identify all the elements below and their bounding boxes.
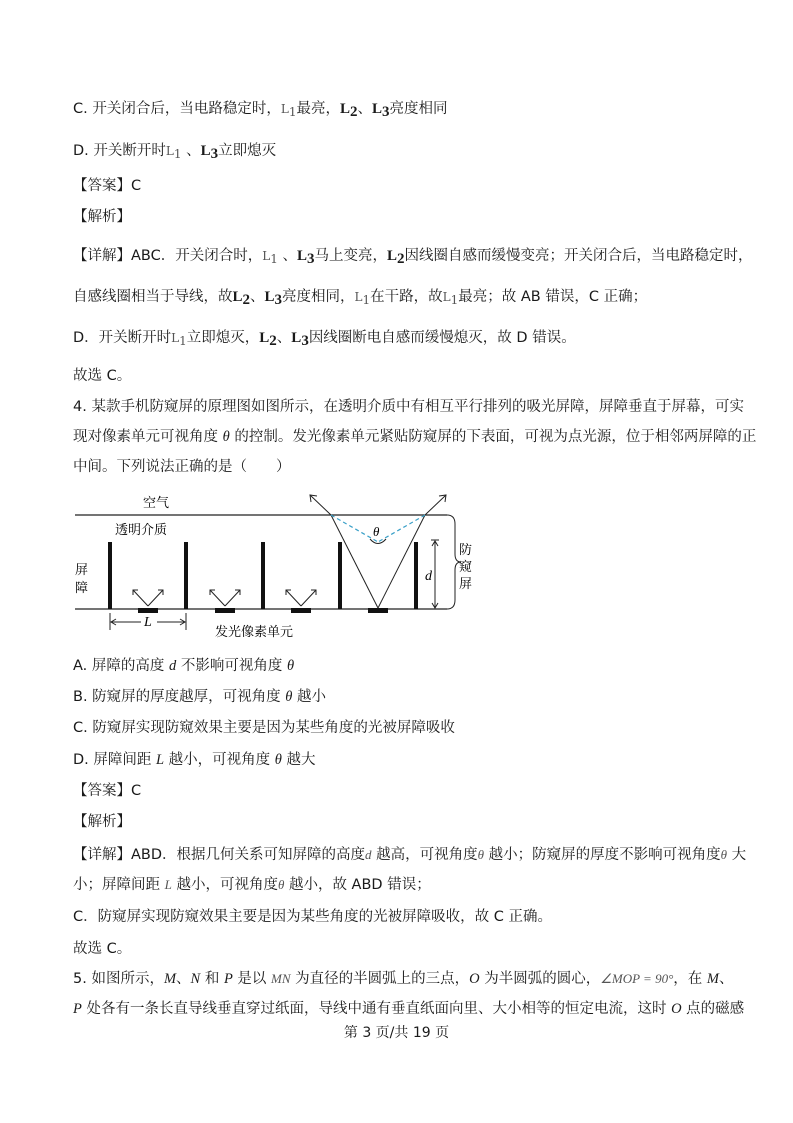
d-label: d [425,569,432,584]
barrier-label: 障 [75,581,89,596]
side-label: 屏 [459,577,473,592]
privacy-screen-diagram [75,492,485,652]
conclusion-text: 故选 C。 [73,368,132,384]
theta-label: θ [373,524,380,539]
question-5-stem: P 处各有一条长直导线垂直穿过纸面，导线中通有垂直纸面向里、大小相等的恒定电流，这时 O 点的磁感 [73,1001,745,1017]
detail-paragraph: 自感线圈相当于导线，故$L_2$、$L_3$亮度相同，$L_1$在干路，故$L_1$最亮；故 AB 错误，C 正确； [73,289,648,308]
option-c: C. 防窥屏实现防窥效果主要是因为某些角度的光被屏障吸收 [73,720,455,736]
option-a: A. 屏障的高度 d 不影响可视角度 θ [73,658,295,674]
detail-paragraph: 【详解】ABC．开关闭合时，$L_1$ 、$L_3$马上变亮，$L_2$因线圈自感而缓慢变亮；开关闭合后，当电路稳定时， [73,248,753,267]
analysis-label: 【解析】 [73,814,131,830]
light-arrows [133,590,316,606]
answer-label: 【答案】C [73,178,142,194]
boundary-rays [310,495,446,608]
pixel-unit [368,608,388,613]
answer-label: 【答案】C [73,783,142,799]
option-d: D. 屏障间距 L 越小，可视角度 θ 越大 [73,752,316,768]
side-label: 窥 [459,560,473,575]
detail-paragraph: D．开关断开时$L_1$立即熄灭，$L_2$、$L_3$因线圈断电自感而缓慢熄灭，故 D 错误。 [73,330,576,349]
angle-arc [370,539,386,544]
option-b: B. 防窥屏的厚度越厚，可视角度 θ 越小 [73,689,327,705]
air-label: 空气 [143,496,170,511]
detail-paragraph: 小；屏障间距 L 越小，可视角度θ 越小，故 ABD 错误； [73,877,431,893]
detail-paragraph: 【详解】ABD．根据几何关系可知屏障的高度d 越高，可视角度θ 越小；防窥屏的厚度不影响可视角度θ 大 [73,847,747,863]
question-4-stem: 现对像素单元可视角度 θ 的控制。发光像素单元紧贴防窥屏的下表面，可视为点光源，位于相邻两屏障的正 [73,429,757,445]
barrier-label: 屏 [75,563,89,578]
page-footer: 第 3 页/共 19 页 [343,1025,450,1041]
pixel-label: 发光像素单元 [215,625,294,640]
option-d-text: D. 开关断开时$L_1$ 、$L_3$立即熄灭 [73,143,277,162]
L-label: L [144,615,152,630]
conclusion-text: 故选 C。 [73,941,132,957]
question-5-stem: 5. 如图所示，M、N 和 P 是以 MN 为直径的半圆弧上的三点，O 为半圆弧的圆心，∠MOP = 90°，在 M、 [73,971,734,987]
detail-paragraph: C．防窥屏实现防窥效果主要是因为某些角度的光被屏障吸收，故 C 正确。 [73,909,552,925]
question-4-stem: 4. 某款手机防窥屏的原理图如图所示，在透明介质中有相互平行排列的吸光屏障，屏障垂直于屏幕，可实 [73,399,744,415]
side-label: 防 [459,543,473,558]
pixel-unit [291,608,311,613]
analysis-label: 【解析】 [73,209,131,225]
option-c-text: C. 开关闭合后，当电路稳定时，$L_1$最亮，$L_2$、$L_3$亮度相同 [73,101,448,120]
question-4-stem: 中间。下列说法正确的是（ ） [73,459,291,475]
pixel-unit [215,608,235,613]
pixel-unit [138,608,158,613]
medium-label: 透明介质 [115,523,168,538]
